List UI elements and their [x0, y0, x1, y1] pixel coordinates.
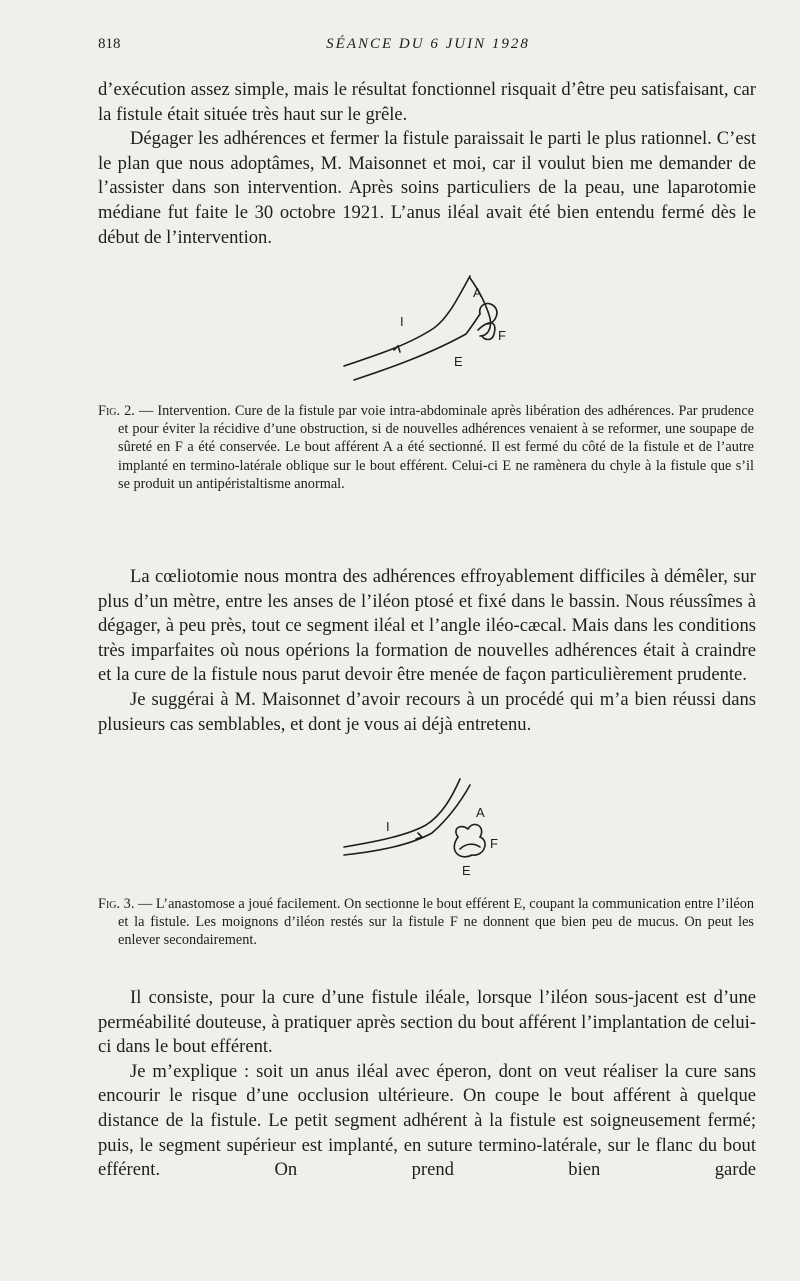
text-block-2 [98, 565, 756, 737]
figure-2-caption [98, 402, 754, 493]
paragraph: La cœliotomie nous montra des adhérences effroyablement difficiles à démêler, sur plus d’un mètre, entre les anses de l’iléon ptosé et fixé dans le bassin. Nous réussîmes à dégager, à peu près, tout ce segment iléal et l’angle iléo-cæcal. Mais dans les conditions très imparfaites où nous opérions la formation de nouvelles adhérences était à craindre et la cure de la fistule nous parut devoir être menée de façon particulièrement prudente. [98, 566, 756, 686]
paragraph: d’exécution assez simple, mais le résultat fonctionnel risquait d’être peu satisfaisant, car la fistule était située très haut sur le grêle. [98, 79, 756, 125]
paragraph: Il consiste, pour la cure d’une fistule iléale, lorsque l’iléon sous-jacent est d’une perméabilité douteuse, à pratiquer après section du bout afférent l’implantation de celui-ci dans le bout efférent. [98, 987, 756, 1058]
figure-3-diagram [330, 775, 530, 885]
figure-label: Fig. 2. [98, 403, 135, 419]
fig2-label-f: F [498, 328, 506, 343]
fig3-label-i: I [386, 819, 390, 834]
fig2-label-a: A [473, 285, 482, 300]
fig3-label-a: A [476, 805, 485, 820]
running-title: SÉANCE DU 6 JUIN 1928 [326, 36, 530, 52]
fig3-label-f: F [490, 836, 498, 851]
caption-text: — Intervention. Cure de la fistule par voie intra-abdominale après libération des adhérences. Par prudence et pour éviter la récidive d’une obstruction, si de nouvelles adhérences venaient à se reformer, une soupape de sûreté en F a été conservée. Le bout afférent A a été sectionné. Il est fermé du côté de la fistule et de l’autre implanté en termino-latérale oblique sur le bout efférent. Celui-ci E ne ramènera du chyle à la fistule que s’il se produit un antipéristaltisme anormal. [118, 403, 755, 492]
figure-3-caption [98, 895, 754, 950]
text-block-3 [98, 986, 756, 1183]
paragraph: Je suggérai à M. Maisonnet d’avoir recours à un procédé qui m’a bien réussi dans plusieurs cas semblables, et dont je vous ai déjà entretenu. [98, 688, 756, 735]
paragraph: Dégager les adhérences et fermer la fistule paraissait le parti le plus rationnel. C’est le plan que nous adoptâmes, M. Maisonnet et moi, car il voulut bien me demander de l’assister dans son intervention. Après soins particuliers de la peau, une laparotomie médiane fut faite le 30 octobre 1921. L’anus iléal avait été bien entendu fermé dès le début de l’intervention. [98, 128, 756, 248]
caption-text: — L’anastomose a joué facilement. On sectionne le bout efférent E, coupant la communication entre l’iléon et la fistule. Les moignons d’iléon restés sur la fistule F ne donnent que bien peu de mucus. On peut les enlever secondairement. [118, 896, 755, 949]
fig2-label-e: E [454, 354, 463, 369]
figure-2-diagram [330, 270, 530, 390]
fig3-label-e: E [462, 863, 471, 878]
paragraph: Je m’explique : soit un anus iléal avec éperon, dont on veut réaliser la cure sans encourir le risque d’une occlusion ultérieure. On coupe le bout afférent à quelque distance de la fistule. Le petit segment adhérent à la fistule est soigneusement fermé; puis, le segment supérieur est implanté, en suture termino-latérale, sur le flanc du bout efférent. On prend bien garde [98, 1060, 756, 1181]
page-number: 818 [98, 36, 121, 52]
page-header [98, 36, 758, 60]
text-block-1 [98, 78, 756, 250]
fig2-label-i: I [400, 314, 404, 329]
figure-label: Fig. 3. [98, 896, 135, 912]
